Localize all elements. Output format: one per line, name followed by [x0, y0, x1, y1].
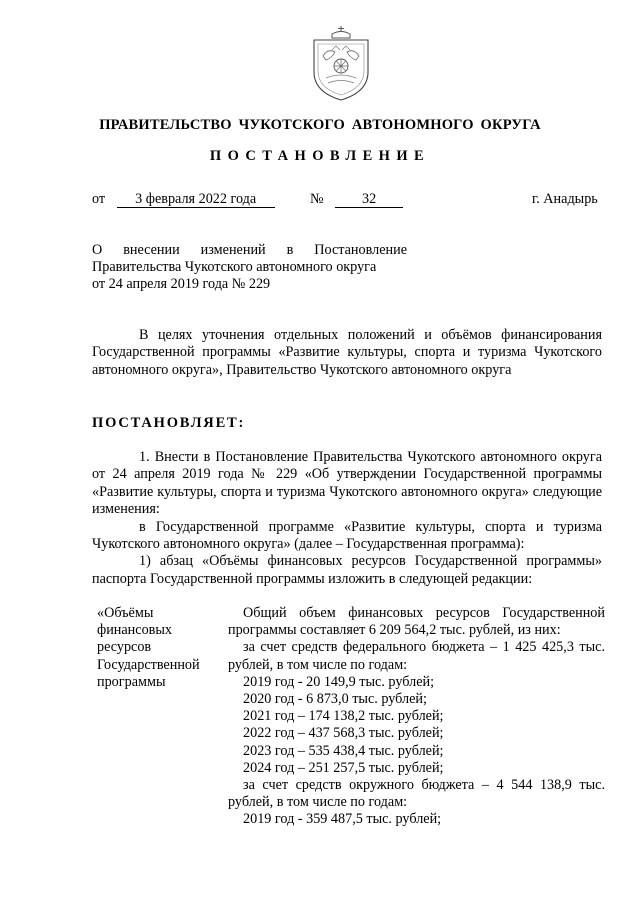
federal-year-item: 2022 год – 437 568,3 тыс. рублей;	[243, 725, 444, 742]
federal-year-item: 2019 год - 20 149,9 тыс. рублей;	[243, 673, 435, 690]
coat-of-arms-icon	[308, 22, 374, 104]
table-label-line: финансовых	[97, 622, 172, 639]
document-date: 3 февраля 2022 года	[117, 192, 275, 208]
number-field	[310, 191, 403, 208]
government-title: ПРАВИТЕЛЬСТВО ЧУКОТСКОГО АВТОНОМНОГО ОКРУГА	[99, 117, 541, 133]
federal-year-item: 2024 год – 251 257,5 тыс. рублей;	[243, 759, 444, 776]
document-type: ПОСТАНОВЛЕНИЕ	[209, 148, 431, 164]
table-label-line: программы	[97, 673, 166, 690]
subject-line: от 24 апреля 2019 года № 229	[92, 276, 271, 292]
decree-heading: ПОСТАНОВЛЯЕТ:	[92, 415, 246, 431]
district-budget-intro: за счет средств окружного бюджета – 4 544 138,9 тыс. рублей, в том числе по годам:	[228, 777, 605, 811]
federal-year-item: 2020 год - 6 873,0 тыс. рублей;	[243, 691, 427, 708]
city: г. Анадырь	[532, 191, 598, 207]
subject-line: Правительства Чукотского автономного округа	[92, 259, 377, 275]
number-label: №	[310, 191, 324, 207]
clause-1-subitem: 1) абзац «Объёмы финансовых ресурсов Государственной программы» паспорта Государственной программы изложить в следующей редакции:	[92, 553, 602, 587]
federal-year-item: 2021 год – 174 138,2 тыс. рублей;	[243, 708, 444, 725]
date-field	[92, 191, 275, 208]
district-year-item: 2019 год - 359 487,5 тыс. рублей;	[243, 811, 442, 828]
table-label-line: ресурсов	[97, 639, 152, 656]
document-number: 32	[335, 192, 403, 208]
table-label-line: Государственной	[97, 656, 200, 673]
preamble	[92, 327, 602, 379]
document-subject	[92, 242, 407, 293]
clause-1-text: 1. Внести в Постановление Правительства Чукотского автономного округа от 24 апреля 2019 года № 229 «Об утверждении Государственной программы «Развитие культуры, спорта и туризма Чукотского автономного округа» следующие изменения:	[92, 449, 602, 518]
clause-1	[92, 449, 602, 588]
preamble-text: В целях уточнения отдельных положений и объёмов финансирования Государственной программы «Развитие культуры, спорта и туризма Чукотского автономного округа», Правительство Чукотского автономного округа	[92, 327, 602, 378]
table-label-line: «Объёмы	[97, 605, 154, 621]
federal-year-item: 2023 год – 535 438,4 тыс. рублей;	[243, 742, 444, 759]
table-label-cell	[97, 605, 222, 691]
clause-1-program: в Государственной программе «Развитие культуры, спорта и туризма Чукотского автономного округа» (далее – Государственная программа):	[92, 518, 602, 553]
from-label: от	[92, 191, 106, 207]
financing-total: Общий объем финансовых ресурсов Государственной программы составляет 6 209 564,2 тыс. рублей, из них:	[228, 605, 605, 639]
federal-budget-intro: за счет средств федерального бюджета – 1 425 425,3 тыс. рублей, в том числе по годам:	[228, 639, 605, 673]
table-content-cell	[228, 605, 605, 829]
subject-line: О внесении изменений в Постановление	[92, 242, 407, 258]
